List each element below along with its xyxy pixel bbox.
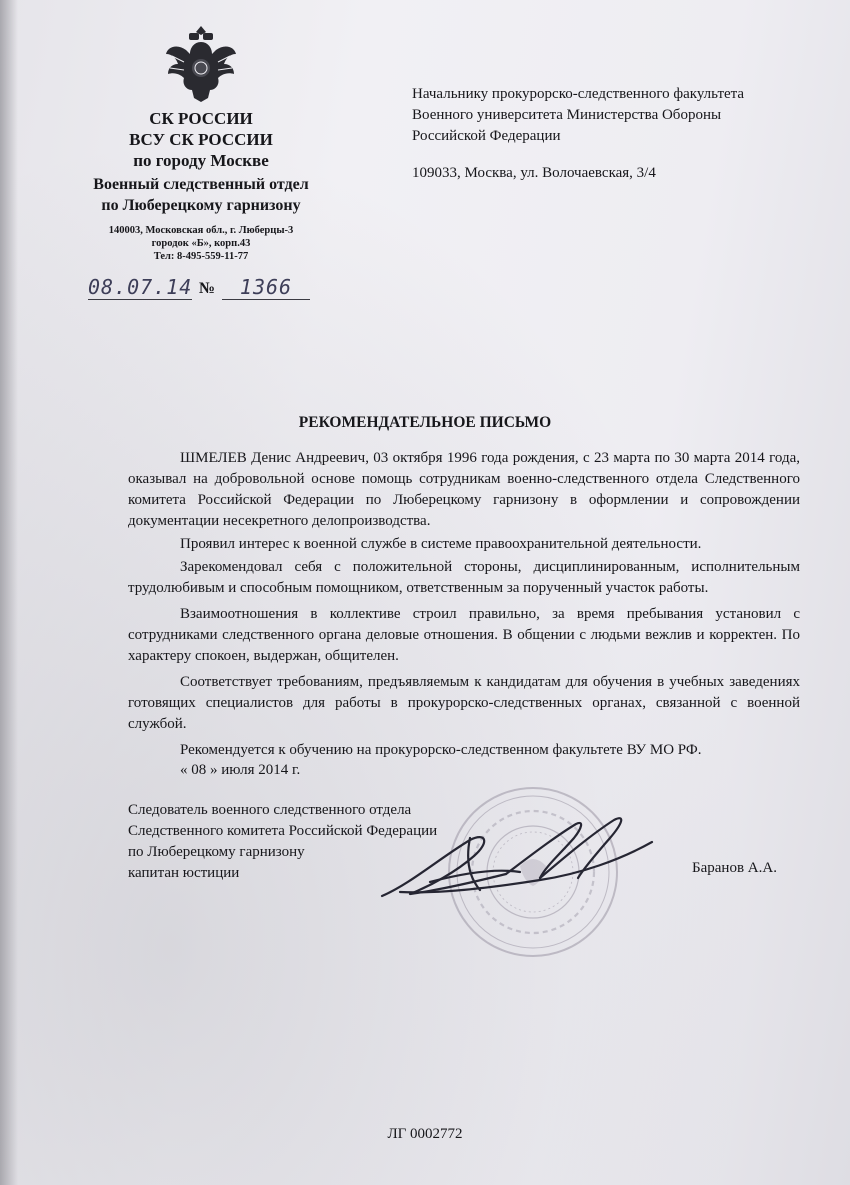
- sender-block: [60, 108, 342, 263]
- signer-position-line: по Люберецкому гарнизону: [128, 844, 305, 860]
- sender-unit-line: Военный следственный отдел: [93, 176, 309, 193]
- coat-of-arms-emblem: [164, 24, 238, 104]
- sender-line: СК РОССИИ: [149, 109, 253, 128]
- registration-date: 08.07.14: [88, 275, 193, 299]
- form-serial-number: ЛГ 0002772: [387, 1126, 463, 1142]
- signer-rank: капитан юстиции: [128, 865, 240, 881]
- sender-address-line: 140003, Московская обл., г. Люберцы-3: [108, 225, 294, 236]
- letter-body: [128, 448, 800, 763]
- sender-line: ВСУ СК РОССИИ: [129, 130, 273, 149]
- body-paragraph: Соответствует требованиям, предъявляемым к кандидатам для обучения в учебных заведениях готовящих специалистов для работы в прокурорско-следственных органах, связанной с военной службой.: [128, 674, 800, 732]
- body-paragraph: Взаимоотношения в коллективе строил правильно, за время пребывания установил с сотрудниками следственного органа деловые отношения. В общении с людьми вежлив и корректен. По характеру спокоен, выдержан, общителен.: [128, 606, 800, 664]
- registration-number: 1366: [222, 275, 310, 300]
- sender-unit-line: по Люберецкому гарнизону: [101, 197, 301, 214]
- body-paragraph: Проявил интерес к военной службе в системе правоохранительной деятельности.: [180, 536, 702, 552]
- body-paragraph: ШМЕЛЕВ Денис Андреевич, 03 октября 1996 года рождения, с 23 марта по 30 марта 2014 года, оказывал на добровольной основе помощь сотрудникам военно-следственного отдела Следственного комитета Российской Федерации по Люберецкому гарнизону в оформлении и сопровождении документации несекретного делопроизводства.: [128, 450, 800, 529]
- signer-position-line: Следователь военного следственного отдела: [128, 802, 412, 818]
- registration-line: [88, 274, 318, 300]
- signer-name: Баранов А.А.: [692, 860, 777, 876]
- letter-date: « 08 » июля 2014 г.: [180, 762, 301, 778]
- recipient-block: [412, 84, 744, 184]
- sender-address-line: городок «Б», корп.43: [151, 238, 251, 249]
- recipient-address: 109033, Москва, ул. Волочаевская, 3/4: [412, 165, 656, 181]
- recipient-line: Военного университета Министерства Обороны: [412, 107, 722, 123]
- body-paragraph: Рекомендуется к обучению на прокурорско-следственном факультете ВУ МО РФ.: [180, 742, 702, 758]
- sender-phone: Тел: 8-495-559-11-77: [153, 251, 249, 262]
- recipient-line: Начальнику прокурорско-следственного факультета: [412, 86, 745, 102]
- letter-title: РЕКОМЕНДАТЕЛЬНОЕ ПИСЬМО: [298, 414, 552, 431]
- handwritten-signature: [370, 798, 660, 936]
- number-sign: №: [199, 280, 216, 297]
- recipient-line: Российской Федерации: [412, 128, 561, 144]
- body-paragraph: Зарекомендовал себя с положительной стороны, дисциплинированным, исполнительным трудолюбивым и способным помощником, ответственным за порученный участок работы.: [128, 559, 800, 596]
- sender-line: по городу Москве: [133, 151, 269, 170]
- signer-position-line: Следственного комитета Российской Федерации: [128, 823, 438, 839]
